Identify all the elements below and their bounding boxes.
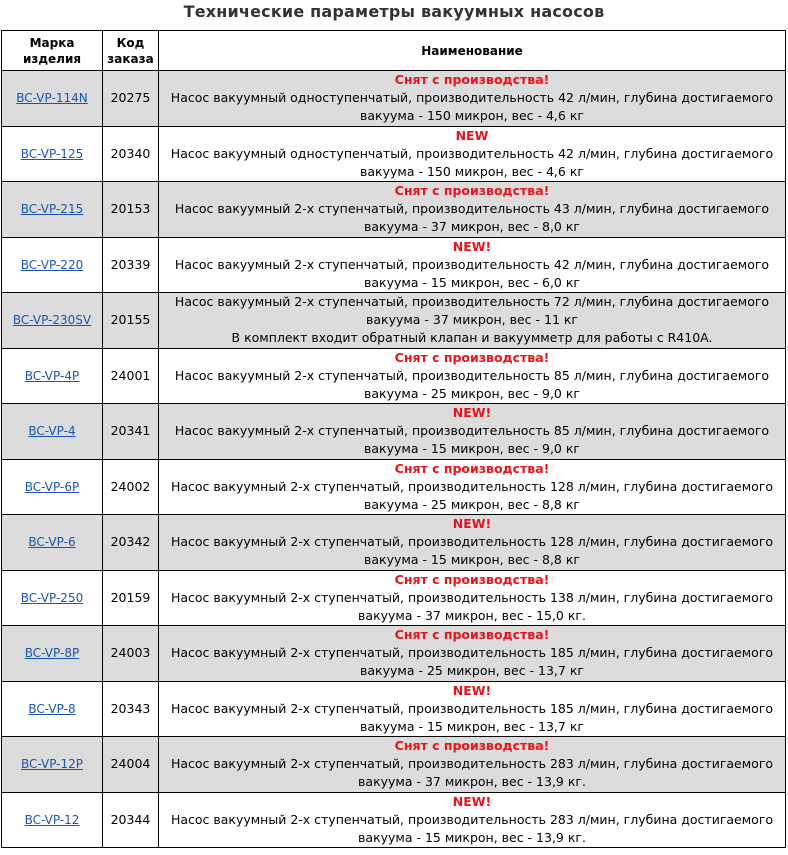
- model-cell: [2, 404, 103, 460]
- description-text: Насос вакуумный 2-х ступенчатый, производительность 283 л/мин, глубина достигаемого вакуума - 37 микрон, вес - 13,9 кг.: [170, 756, 774, 790]
- description-cell: [159, 182, 786, 238]
- status-label: Снят с производства!: [394, 72, 550, 88]
- order-code: 20155: [103, 293, 159, 349]
- description-cell: [159, 404, 786, 460]
- description-cell: [159, 348, 786, 404]
- table-row: [2, 737, 786, 793]
- model-link[interactable]: BC-VP-6P: [24, 479, 80, 494]
- order-code: 20341: [103, 404, 159, 460]
- model-cell: [2, 515, 103, 571]
- order-code: 20153: [103, 182, 159, 238]
- table-row: [2, 459, 786, 515]
- model-link[interactable]: BC-VP-215: [20, 202, 84, 217]
- status-label: Снят с производства!: [394, 349, 550, 365]
- model-link[interactable]: BC-VP-6: [28, 535, 76, 550]
- status-label: Снят с производства!: [394, 571, 550, 587]
- order-code: 20342: [103, 515, 159, 571]
- table-row: [2, 515, 786, 571]
- status-label: NEW!: [452, 682, 492, 698]
- pumps-table: [1, 30, 786, 848]
- description-cell: [159, 459, 786, 515]
- model-link[interactable]: BC-VP-4P: [24, 368, 80, 383]
- model-cell: [2, 293, 103, 349]
- model-link[interactable]: BC-VP-12P: [20, 757, 84, 772]
- description-note: В комплект входит обратный клапан и вакуумметр для работы с R410A.: [231, 330, 713, 346]
- order-code: 24002: [103, 459, 159, 515]
- description-text: Насос вакуумный 2-х ступенчатый, производительность 138 л/мин, глубина достигаемого вакуума - 37 микрон, вес - 15,0 кг.: [170, 589, 774, 623]
- header-name: Наименование: [159, 31, 786, 71]
- description-text: Насос вакуумный одноступенчатый, производительность 42 л/мин, глубина достигаемого вакуума - 150 микрон, вес - 4,6 кг: [170, 90, 774, 124]
- model-link[interactable]: BC-VP-220: [20, 257, 84, 272]
- model-cell: [2, 626, 103, 682]
- status-label: NEW: [455, 127, 489, 143]
- table-row: [2, 681, 786, 737]
- table-row: [2, 237, 786, 293]
- status-label: Снят с производства!: [394, 460, 550, 476]
- order-code: 20339: [103, 237, 159, 293]
- model-cell: [2, 570, 103, 626]
- status-label: Снят с производства!: [394, 738, 550, 754]
- status-label: NEW!: [452, 516, 492, 532]
- table-row: [2, 626, 786, 682]
- order-code: 20344: [103, 792, 159, 848]
- description-text: Насос вакуумный 2-х ступенчатый, производительность 85 л/мин, глубина достигаемого вакуума - 25 микрон, вес - 9,0 кг: [174, 367, 770, 401]
- description-text: Насос вакуумный 2-х ступенчатый, производительность 85 л/мин, глубина достигаемого вакуума - 15 микрон, вес - 9,0 кг: [174, 423, 770, 457]
- description-text: Насос вакуумный 2-х ступенчатый, производительность 283 л/мин, глубина достигаемого вакуума - 15 микрон, вес - 13,9 кг.: [170, 811, 774, 845]
- description-text: Насос вакуумный 2-х ступенчатый, производительность 128 л/мин, глубина достигаемого вакуума - 15 микрон, вес - 8,8 кг: [170, 534, 774, 568]
- header-model: Марка изделия: [2, 31, 103, 71]
- description-cell: [159, 681, 786, 737]
- model-link[interactable]: BC-VP-8: [28, 701, 76, 716]
- model-link[interactable]: BC-VP-230SV: [12, 313, 92, 328]
- description-cell: [159, 515, 786, 571]
- model-cell: [2, 71, 103, 127]
- model-link[interactable]: BC-VP-125: [20, 146, 84, 161]
- model-link[interactable]: BC-VP-114N: [16, 91, 88, 106]
- description-text: Насос вакуумный 2-х ступенчатый, производительность 42 л/мин, глубина достигаемого вакуума - 15 микрон, вес - 6,0 кг: [174, 256, 770, 290]
- model-link[interactable]: BC-VP-250: [20, 590, 84, 605]
- model-link[interactable]: BC-VP-4: [28, 424, 76, 439]
- status-label: NEW!: [452, 405, 492, 421]
- description-text: Насос вакуумный 2-х ступенчатый, производительность 185 л/мин, глубина достигаемого вакуума - 25 микрон, вес - 13,7 кг: [170, 645, 774, 679]
- order-code: 20340: [103, 126, 159, 182]
- description-cell: [159, 126, 786, 182]
- order-code: 24001: [103, 348, 159, 404]
- model-cell: [2, 737, 103, 793]
- table-row: [2, 71, 786, 127]
- order-code: 20159: [103, 570, 159, 626]
- model-cell: [2, 182, 103, 238]
- header-code: Код заказа: [103, 31, 159, 71]
- table-row: [2, 404, 786, 460]
- status-label: NEW!: [452, 793, 492, 809]
- model-cell: [2, 459, 103, 515]
- description-cell: [159, 626, 786, 682]
- table-body: [2, 71, 786, 848]
- order-code: 24004: [103, 737, 159, 793]
- status-label: NEW!: [452, 238, 492, 254]
- order-code: 20343: [103, 681, 159, 737]
- table-row: [2, 348, 786, 404]
- description-text: Насос вакуумный 2-х ступенчатый, производительность 72 л/мин, глубина достигаемого вакуума - 37 микрон, вес - 11 кг: [174, 294, 770, 328]
- status-label: Снят с производства!: [394, 627, 550, 643]
- page-title: Технические параметры вакуумных насосов: [183, 2, 605, 21]
- model-cell: [2, 237, 103, 293]
- model-link[interactable]: BC-VP-8P: [24, 646, 80, 661]
- status-label: Снят с производства!: [394, 183, 550, 199]
- order-code: 20275: [103, 71, 159, 127]
- description-text: Насос вакуумный одноступенчатый, производительность 42 л/мин, глубина достигаемого вакуума - 150 микрон, вес - 4,6 кг: [170, 145, 774, 179]
- description-cell: [159, 237, 786, 293]
- table-header-row: [2, 31, 786, 71]
- table-row: [2, 126, 786, 182]
- model-cell: [2, 126, 103, 182]
- model-cell: [2, 348, 103, 404]
- description-text: Насос вакуумный 2-х ступенчатый, производительность 185 л/мин, глубина достигаемого вакуума - 15 микрон, вес - 13,7 кг: [170, 700, 774, 734]
- model-cell: [2, 792, 103, 848]
- order-code: 24003: [103, 626, 159, 682]
- description-cell: [159, 570, 786, 626]
- description-text: Насос вакуумный 2-х ступенчатый, производительность 128 л/мин, глубина достигаемого вакуума - 25 микрон, вес - 8,8 кг: [170, 478, 774, 512]
- description-cell: [159, 71, 786, 127]
- table-row: [2, 182, 786, 238]
- table-row: [2, 792, 786, 848]
- table-row: [2, 293, 786, 349]
- description-text: Насос вакуумный 2-х ступенчатый, производительность 43 л/мин, глубина достигаемого вакуума - 37 микрон, вес - 8,0 кг: [174, 201, 770, 235]
- model-cell: [2, 681, 103, 737]
- table-row: [2, 570, 786, 626]
- model-link[interactable]: BC-VP-12: [24, 812, 80, 827]
- description-cell: [159, 293, 786, 349]
- description-cell: [159, 792, 786, 848]
- description-cell: [159, 737, 786, 793]
